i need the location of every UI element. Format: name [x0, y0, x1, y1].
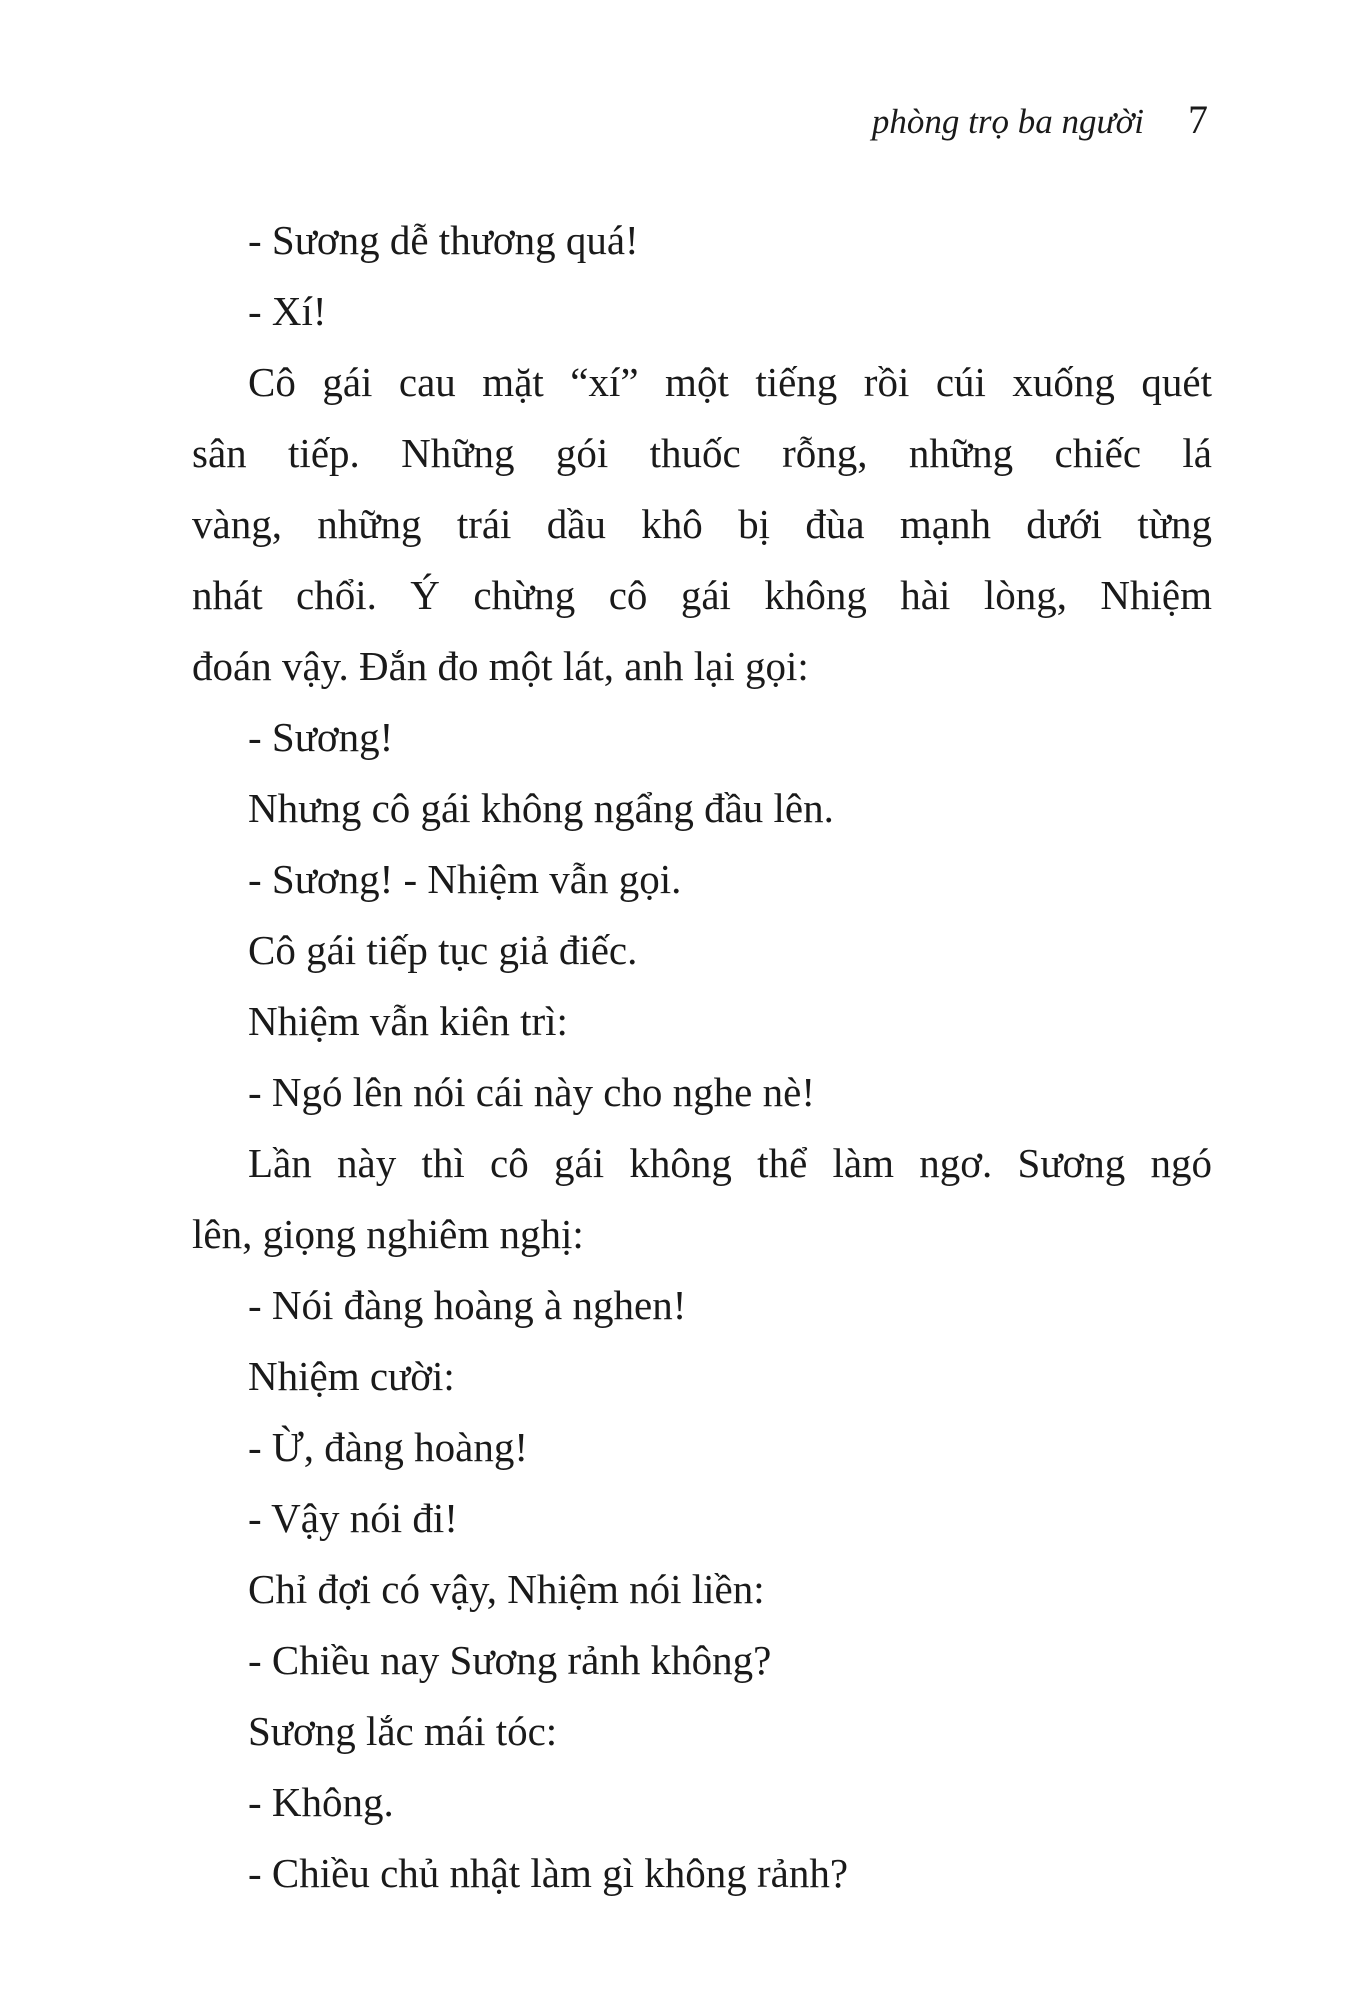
- text-line: - Ngó lên nói cái này cho nghe nè!: [248, 1069, 815, 1115]
- text-line: vàng, những trái dầu khô bị đùa mạnh dưới từng: [192, 501, 1212, 547]
- page-number: 7: [1188, 97, 1208, 142]
- text-line: - Sương!: [248, 714, 394, 760]
- text-line: - Chiều chủ nhật làm gì không rảnh?: [248, 1850, 849, 1896]
- text-line: - Không.: [248, 1779, 394, 1825]
- text-line: Cô gái tiếp tục giả điếc.: [248, 927, 638, 973]
- text-line: Nhưng cô gái không ngẩng đầu lên.: [248, 785, 834, 831]
- text-line: - Ừ, đàng hoàng!: [248, 1424, 529, 1470]
- text-line: Sương lắc mái tóc:: [248, 1708, 558, 1754]
- text-line: lên, giọng nghiêm nghị:: [192, 1211, 584, 1257]
- text-line: - Nói đàng hoàng à nghen!: [248, 1282, 687, 1328]
- text-line: - Vậy nói đi!: [248, 1495, 458, 1541]
- running-title: phòng trọ ba người: [871, 102, 1144, 141]
- text-line: - Sương dễ thương quá!: [248, 217, 639, 263]
- text-line: - Chiều nay Sương rảnh không?: [248, 1637, 772, 1683]
- text-line: Nhiệm vẫn kiên trì:: [248, 998, 568, 1044]
- text-line: - Xí!: [248, 288, 327, 334]
- body-text: [192, 205, 1212, 1909]
- running-head: [872, 96, 1208, 143]
- text-line: Cô gái cau mặt “xí” một tiếng rồi cúi xuống quét: [248, 359, 1212, 405]
- text-line: nhát chổi. Ý chừng cô gái không hài lòng, Nhiệm: [192, 572, 1212, 618]
- text-line: - Sương! - Nhiệm vẫn gọi.: [248, 856, 682, 902]
- text-line: đoán vậy. Đắn đo một lát, anh lại gọi:: [192, 643, 809, 689]
- text-line: Chỉ đợi có vậy, Nhiệm nói liền:: [248, 1566, 765, 1612]
- text-line: Nhiệm cười:: [248, 1353, 455, 1399]
- text-line: Lần này thì cô gái không thể làm ngơ. Sương ngó: [248, 1140, 1212, 1186]
- text-line: sân tiếp. Những gói thuốc rỗng, những chiếc lá: [192, 430, 1212, 476]
